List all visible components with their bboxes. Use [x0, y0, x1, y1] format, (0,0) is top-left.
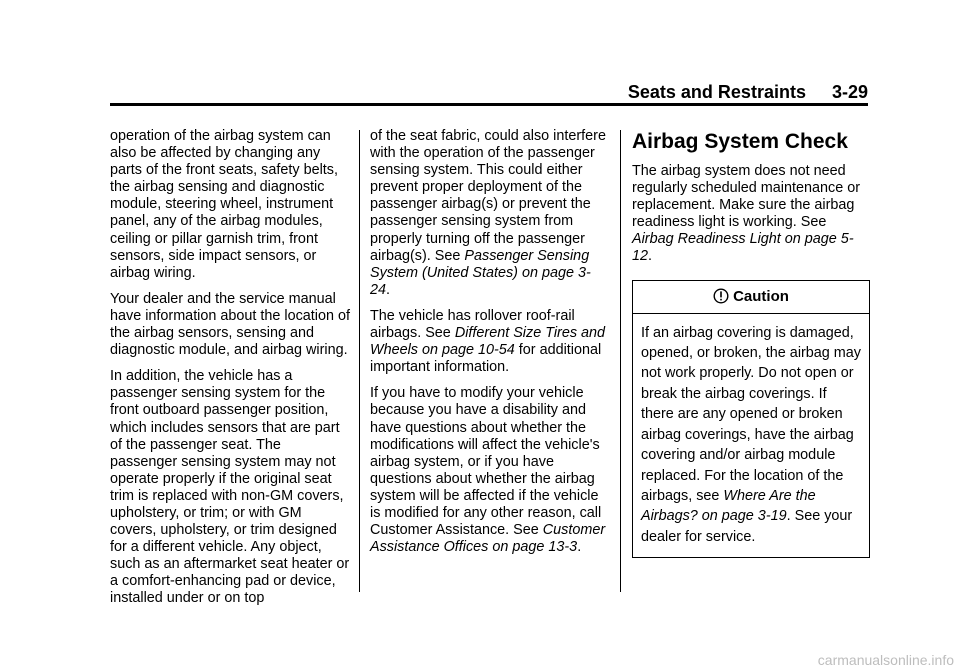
- section-heading: Airbag System Check: [632, 130, 848, 153]
- paragraph-text: for additional important information.: [370, 342, 602, 376]
- caution-icon: [713, 288, 729, 304]
- caution-header: [633, 281, 869, 314]
- section-title: Seats and Restraints: [627, 82, 806, 102]
- paragraph-text: The vehicle has rollover roof-rail airbags. See: [370, 307, 575, 342]
- paragraph: Your dealer and the service manual have information about the location of the airbag sensors, sensing and diagnostic module, and airbag wiring.: [110, 290, 351, 359]
- caution-title: Caution: [733, 287, 789, 305]
- paragraph: [370, 308, 610, 376]
- caution-body: [633, 314, 869, 557]
- column-1: [110, 128, 350, 617]
- watermark: carmanualsonline.info: [817, 652, 954, 668]
- paragraph-text: The airbag system does not need regularly scheduled maintenance or replacement. Make sure the airbag readiness light is working. See: [632, 163, 860, 231]
- cross-reference-link[interactable]: Customer Assistance Offices on page 13-3: [370, 522, 606, 556]
- column-3: [632, 130, 870, 558]
- page-header: [110, 82, 868, 104]
- paragraph-text: If you have to modify your vehicle because you have a disability and have questions about whether the modifications will affect the vehicle's airbag system, or if you have questions about whether the airbag system will be affected if the vehicle is modified for any other reason, call Customer Assistance. See: [370, 385, 602, 539]
- paragraph: [632, 163, 870, 266]
- header-rule: [110, 103, 868, 106]
- paragraph-text: .: [577, 539, 582, 556]
- caution-text: . See your dealer for service.: [641, 508, 853, 545]
- paragraph: In addition, the vehicle has a passenger sensing system for the front outboard passenger position, which includes sensors that are part of the passenger seat. The passenger sensing system may not operate properly if the original seat trim is replaced with non-GM covers, upholstery, or trim; or with GM covers, upholstery, or trim designed for a different vehicle. Any object, such as an aftermarket seat heater or a comfort-enhancing pad or device, installed under or on top: [110, 368, 350, 607]
- paragraph: [370, 128, 610, 299]
- cross-reference-link[interactable]: Where Are the Airbags? on page 3-19: [641, 487, 816, 525]
- paragraph-text: .: [386, 281, 391, 298]
- cross-reference-link[interactable]: Airbag Readiness Light on page 5-12: [632, 231, 854, 265]
- cross-reference-link[interactable]: Different Size Tires and Wheels on page 10-54: [370, 325, 606, 359]
- paragraph-text: .: [648, 248, 653, 265]
- column-2: [370, 128, 610, 565]
- paragraph-text: of the seat fabric, could also interfere with the operation of the passenger sensing system. This could either prevent proper deployment of the passenger airbag(s) or prevent the passenger sensing system from properly turning off the passenger airbag(s). See: [370, 128, 606, 264]
- caution-text: If an airbag covering is damaged, opened, or broken, the airbag may not work properly. Do not open or break the airbag coverings. If there are any opened or broken airbag coverings, have the airbag covering and/or airbag module replaced. For the location of the airbags, see: [641, 324, 861, 504]
- page-number: 3-29: [831, 82, 868, 102]
- header-title: [628, 82, 868, 103]
- paragraph: operation of the airbag system can also be affected by changing any parts of the front seats, safety belts, the airbag sensing and diagnostic module, steering wheel, instrument panel, any of the airbag modules, ceiling or pillar garnish trim, front sensors, side impact sensors, or airbag wiring.: [110, 128, 338, 281]
- column-divider: [359, 130, 360, 592]
- cross-reference-link[interactable]: Passenger Sensing System (United States) on page 3-24: [370, 247, 591, 298]
- paragraph: [370, 385, 610, 556]
- column-divider: [620, 130, 621, 592]
- caution-box: [632, 280, 870, 559]
